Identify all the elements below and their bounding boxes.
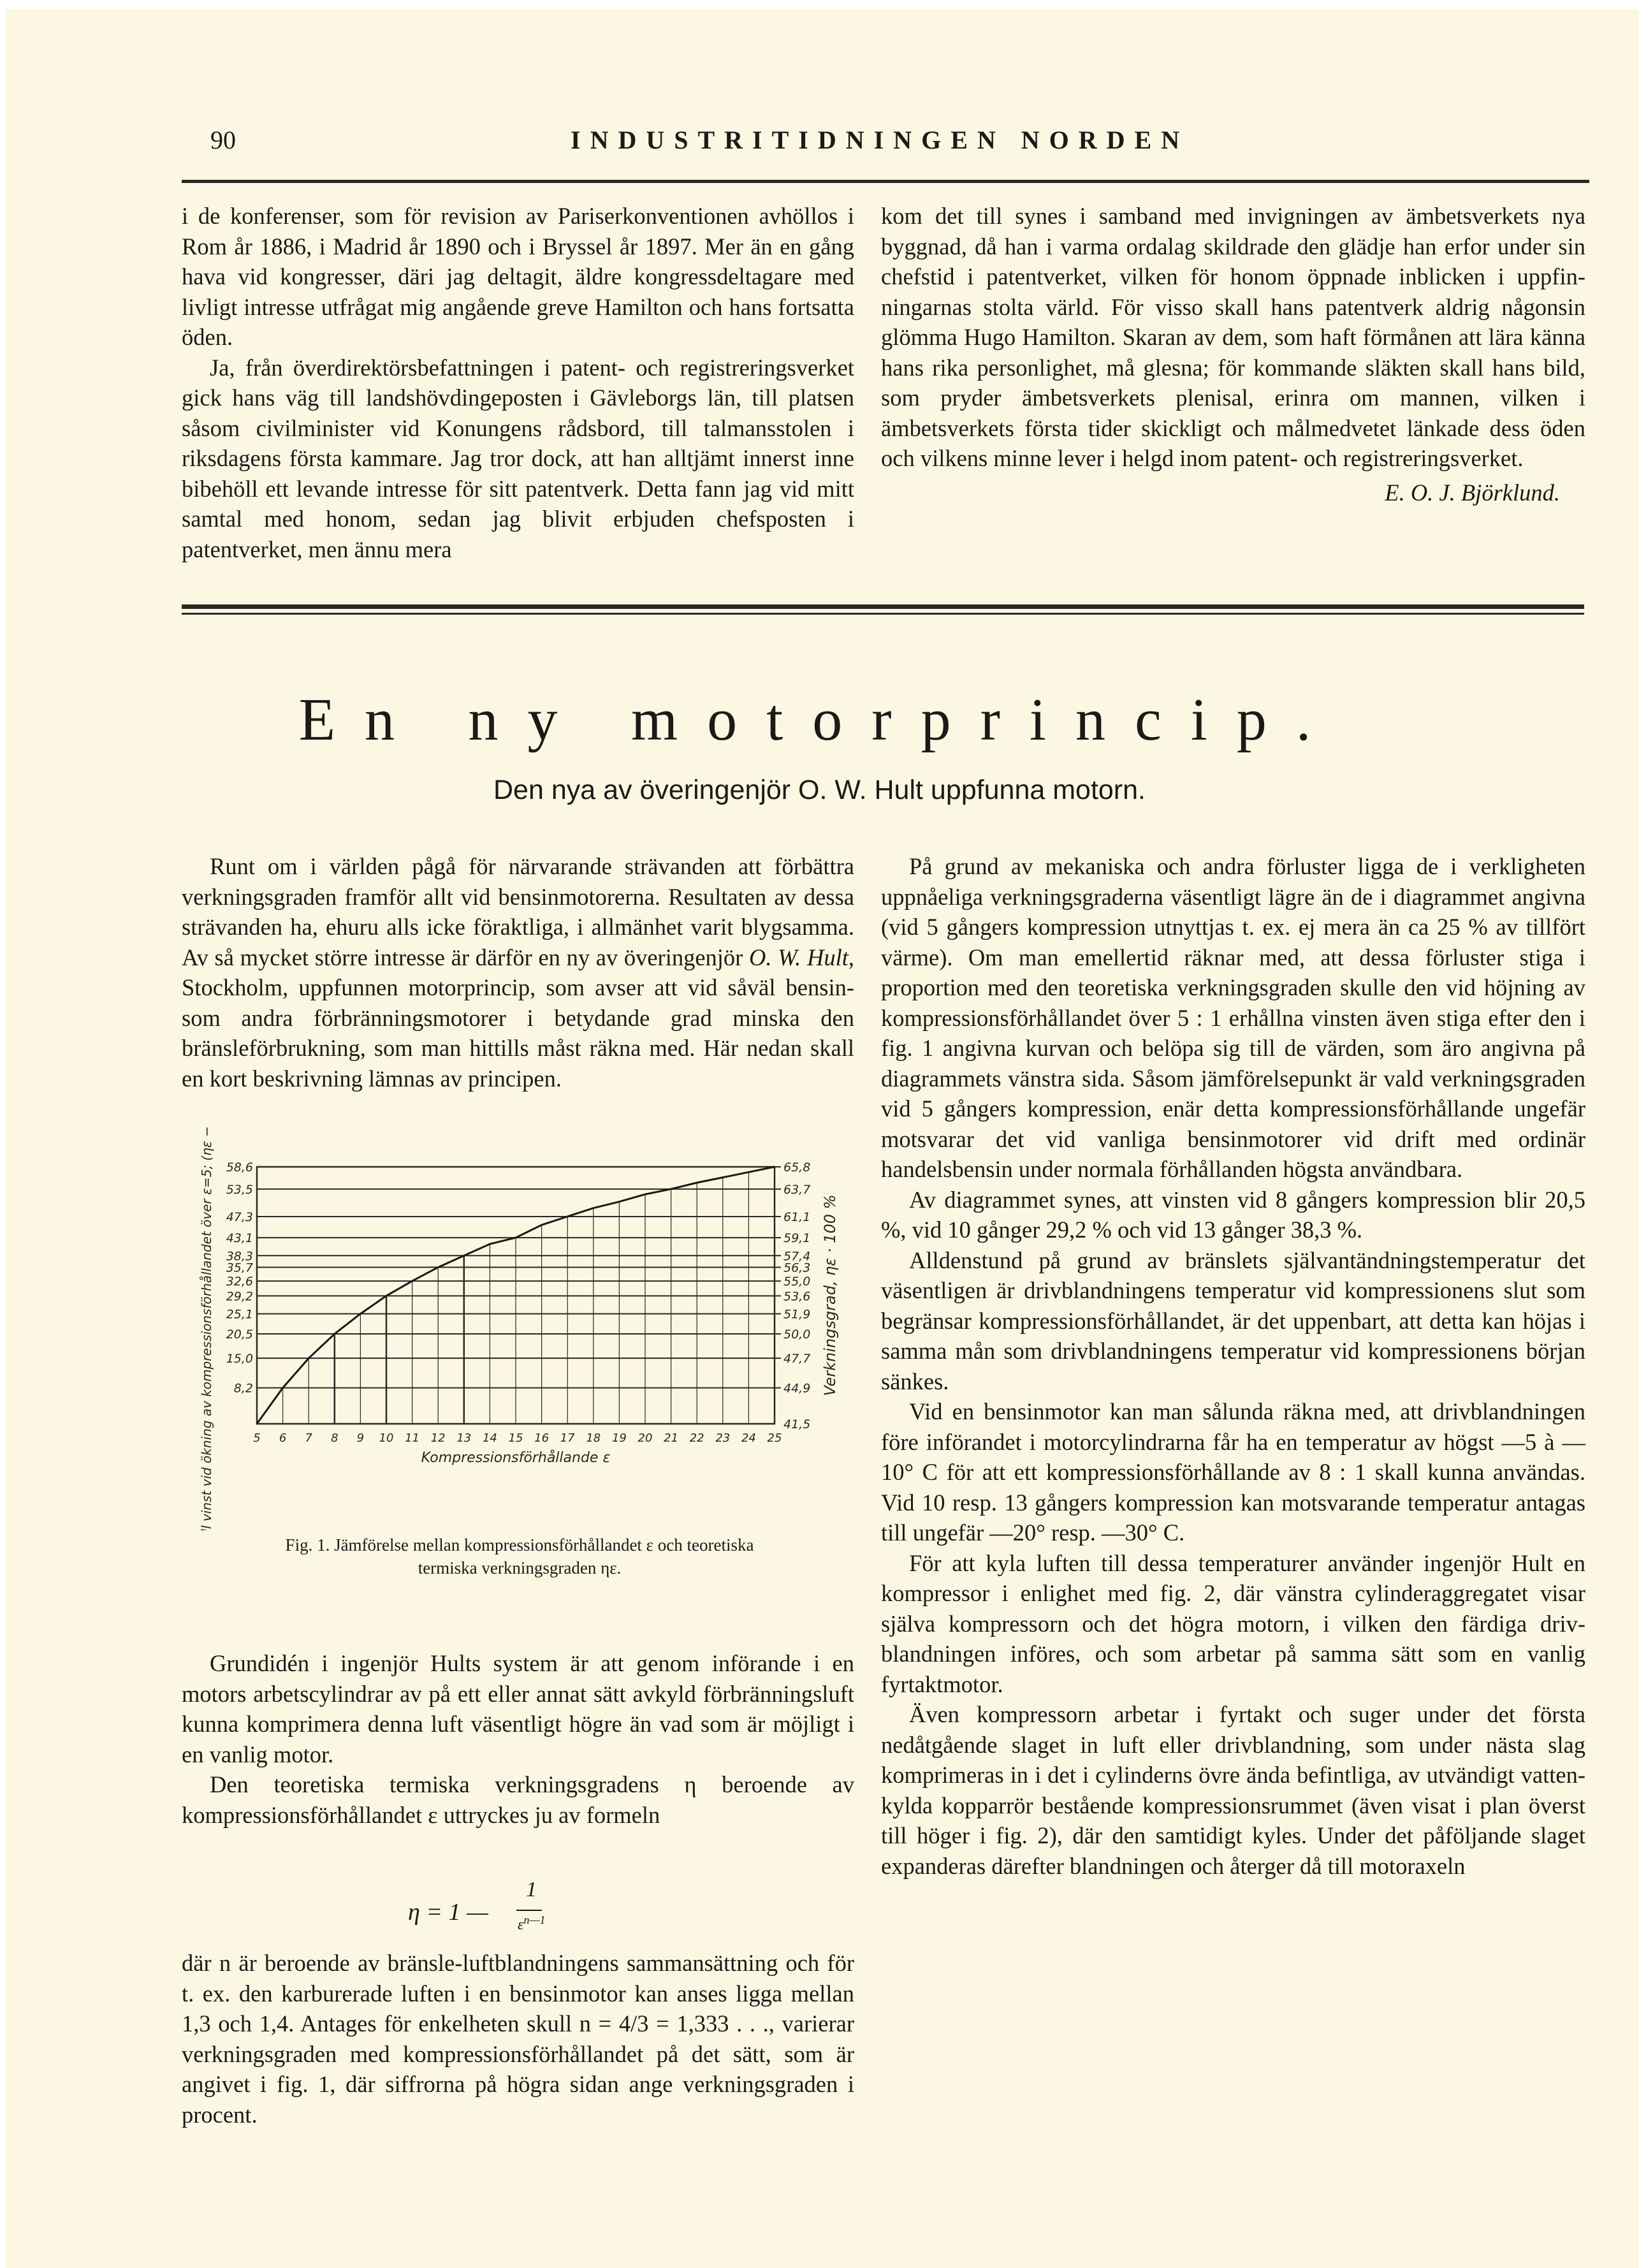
figure-1-chart: [185, 1122, 861, 1530]
right-tick-label: 47,7: [783, 1352, 811, 1366]
denominator-base: ε: [518, 1917, 524, 1933]
running-head: [210, 125, 1587, 163]
figure-caption-line-2: termiska verkningsgraden ηε.: [418, 1558, 622, 1577]
header-rule: [182, 180, 1589, 183]
left-tick-label: 58,6: [226, 1160, 253, 1174]
x-axis-tick-labels: [253, 1431, 782, 1445]
right-tick-label: 44,9: [783, 1381, 811, 1396]
efficiency-chart: [185, 1122, 861, 1530]
x-tick-label: 19: [611, 1431, 627, 1445]
right-tick-label: 57,4: [783, 1249, 811, 1264]
right-tick-label: 50,0: [783, 1328, 811, 1342]
figure-caption: [182, 1533, 857, 1579]
paragraph: Även kompressorn arbetar i fyrtakt och suger under det första nedåtgående slaget in luft eller drivblandning, som under nästa slag komprimeras in i det i cylinderns övre ända befintliga, av utvändigt vattenkylda kopparrör bestående kompressionsrummet (även visat i plan överst till höger i fig. 2), där den samtidigt kyles. Under det påföljande slaget expanderas därefter blandningen och återger då till motoraxeln: [881, 1701, 1585, 1879]
x-tick-label: 23: [715, 1431, 731, 1445]
paragraph: Alldenstund på grund av bränslets självantändningstemperatur det väsentligen är drivblandningens temperatur vid kompressionens slut som begränsar kompressionsförhållandet, är det uppenbart, att detta kan höjas i samma mån som drivblandningens temperatur vid kompressionens början sänkes.: [881, 1247, 1585, 1394]
left-tick-label: 35,7: [226, 1261, 253, 1275]
x-axis-label: Kompressionsförhållande ε: [421, 1450, 611, 1466]
right-tick-label: 63,7: [783, 1182, 811, 1197]
vertical-gridlines: [283, 1172, 749, 1424]
x-tick-label: 7: [305, 1431, 312, 1445]
x-tick-label: 22: [689, 1431, 704, 1445]
left-tick-label: 32,6: [226, 1275, 253, 1289]
x-tick-label: 14: [482, 1431, 497, 1445]
x-tick-label: 5: [253, 1431, 261, 1445]
left-tick-label: 53,5: [226, 1182, 253, 1197]
intro-paragraph-block: [182, 851, 854, 1094]
intro-text-after: , Stockholm, uppfunnen motorprincip, som avser att vid såväl bensin- som andra förbränningsmotorer i betydande grad minska den bränsleförbrukning, som man hittills måst räkna med. Här nedan skall en kort beskrivning lämnas av principen.: [182, 944, 854, 1092]
x-tick-label: 9: [356, 1431, 365, 1445]
left-tick-label: 29,2: [226, 1289, 253, 1304]
fraction-bar: [516, 1910, 542, 1911]
efficiency-formula: [408, 1878, 663, 1942]
intro-paragraph: [182, 851, 854, 1094]
left-column-after-formula: [182, 1948, 854, 2130]
x-tick-label: 18: [586, 1431, 601, 1445]
right-axis-label: Verkningsgrad, ηε · 100 %: [821, 1194, 839, 1396]
formula-numerator: 1: [526, 1878, 537, 1901]
x-tick-label: 13: [456, 1431, 472, 1445]
right-tick-label: 55,0: [783, 1275, 811, 1289]
right-axis-tick-labels: [783, 1160, 810, 1431]
section-separator-thick: [182, 604, 1584, 609]
intro-text-before: Runt om i världen pågå för närvarande strävanden att förbättra verkningsgraden framför allt vid bensinmotorerna. Resultaten av dessa strävanden ha, ehuru alls icke föraktliga, i allmänhet varit blygsamma. Av så mycket större intresse är därför en ny av överingenjör: [182, 853, 854, 970]
paragraph: Den teoretiska termiska verkningsgradens η beroende av kompressionsförhållandet ε uttryckes ju av formeln: [182, 1771, 854, 1828]
article-title: En ny motorprincip.: [298, 687, 1341, 753]
right-tick-label: 51,9: [783, 1307, 811, 1322]
right-tick-label: 59,1: [783, 1231, 811, 1246]
left-tick-label: 8,2: [233, 1381, 253, 1396]
left-tick-label: 47,3: [226, 1210, 253, 1224]
right-tick-label: 65,8: [783, 1160, 811, 1174]
x-tick-label: 25: [767, 1431, 782, 1445]
left-tick-label: 15,0: [226, 1352, 253, 1366]
x-tick-label: 11: [405, 1431, 420, 1445]
x-tick-label: 6: [279, 1431, 287, 1445]
x-tick-label: 20: [637, 1431, 653, 1445]
left-tick-label: 25,1: [226, 1307, 253, 1322]
paragraph: kom det till synes i samband med invigningen av ämbetsverkets nya byggnad, då han i varma ordalag skildrade den glädje han erfor under sin chefstid i patentverket, vilken för honom öppnade inblicken i uppfinningarnas stolta värld. För visso skall hans patentverk aldrig någonsin glömma Hugo Hamilton. Skaran av dem, som haft förmånen att lära känna hans rika personlighet, må glesna; för kommande släkten skall hans bild, som pryder ämbetsverkets plenisal, erinra om mannen, vilken i ämbetsverkets första tider skickligt och målmedvetet länkade dess öden och vilkens minne lever i helgd inom patent- och registreringsverket.: [881, 203, 1585, 471]
left-axis-tick-labels: [226, 1160, 253, 1396]
x-tick-label: 10: [379, 1431, 394, 1445]
paragraph: På grund av mekaniska och andra förluster ligga de i verkligheten uppnåeliga verkningsgraderna väsentligt lägre än de i diagrammet angivna (vid 5 gångers kompression utnyttjas t. ex. ej mera än ca 25 % av tillfört värme). Om man emellertid räknar med, att dessa förluster stiga i proportion med den teoretiska verkningsgraden skulle den vid höjning av kompressionsförhållandet över 5 : 1 erhållna vinsten även stiga efter den i fig. 1 angivna kurvan och belöpa sig till de värden, som äro angivna på diagrammets vänstra sida. Såsom jämförelsepunkt är vald verkningsgraden vid 5 gångers kompression, enär detta kompressionsförhållande ungefär motsvarar det vid vanliga bensinmotorer vid drift med ordinär handelsbensin under normala förhållanden högsta användbara.: [881, 853, 1585, 1182]
article-subtitle: Den nya av överingenjör O. W. Hult uppfunna motorn.: [493, 775, 1146, 805]
x-tick-label: 8: [331, 1431, 339, 1445]
denominator-exponent: n—1: [523, 1913, 546, 1926]
formula-denominator: [518, 1913, 545, 1934]
formula-lhs: η = 1 —: [408, 1899, 488, 1926]
x-tick-label: 16: [534, 1431, 550, 1445]
paragraph: i de konferenser, som för revision av Pariserkonventionen avhöllos i Rom år 1886, i Madrid år 1890 och i Bryssel år 1897. Mer än en gång hava vid kongresser, däri jag deltagit, äldre kongressdeltagare med livligt intresse utfrågat mig angående greve Hamilton och hans fortsatta öden.: [182, 203, 854, 350]
previous-article-left-column: [182, 201, 854, 564]
journal-title: INDUSTRITIDNINGEN NORDEN: [571, 126, 1190, 154]
right-tick-label: 53,6: [783, 1289, 811, 1304]
left-tick-label: 38,3: [226, 1249, 253, 1264]
x-tick-label: 12: [430, 1431, 446, 1445]
figure-caption-line-1: Fig. 1. Jämförelse mellan kompressionsförhållandet ε och teoretiska: [285, 1535, 754, 1555]
x-tick-label: 15: [508, 1431, 523, 1445]
paragraph: där n är beroende av bränsle-luftblandningens sammansättning och för t. ex. den karburerade luften i en bensinmotor kan anses ligga mellan 1,3 och 1,4. Antages för enkelheten skull n = 4/3 = 1,333 . . ., varierar verkningsgraden med kompressionsförhållandet på det sätt, som är angivet i fig. 1, där siffrorna på högra sidan ange verkningsgraden i procent.: [182, 1950, 854, 2128]
right-tick-label: 41,5: [783, 1417, 811, 1431]
left-tick-label: 20,5: [226, 1328, 253, 1342]
paragraph: Grundidén i ingenjör Hults system är att genom införande i en motors arbetscylindrar av på ett eller annat sätt avkyld förbränningsluft kunna komprimera denna luft väsentligt högre än vad som är möjligt i en vanlig motor.: [182, 1650, 854, 1767]
article-right-column: [881, 851, 1585, 1881]
x-tick-label: 17: [560, 1431, 575, 1445]
section-separator-thin: [182, 613, 1584, 615]
horizontal-gridlines: [257, 1167, 781, 1388]
left-tick-label: 43,1: [226, 1231, 253, 1246]
previous-article-right-column: [881, 201, 1585, 508]
paragraph: Ja, från överdirektörsbefattningen i patent- och registreringsverket gick hans väg till landshövdingeposten i Gävleborgs län, till platsen såsom civilminister vid Konungens rådsbord, till talmansstolen i riksdagens första kammare. Jag tror dock, att han alltjämt innerst inne bibehöll ett levande intresse för sitt patentverk. Detta fann jag vid mitt samtal med honom, sedan jag blivit erbjuden chefsposten i patentverket, men ännu mera: [182, 354, 854, 562]
paragraph: Av diagrammet synes, att vinsten vid 8 gångers kompression blir 20,5 %, vid 10 gånger 29,2 % och vid 13 gånger 38,3 %.: [881, 1186, 1585, 1243]
paragraph: För att kyla luften till dessa temperaturer använder ingenjör Hult en kompressor i enlighet med fig. 2, där vänstra cylinderaggregatet visar själva kompressorn och det högra motorn, i vilken den färdiga drivblandningen införes, och som arbetar på samma sätt som en vanlig fyrtaktmotor.: [881, 1549, 1585, 1697]
left-axis-label: Procentuell vinst vid ökning av kompressionsförhållandet över ε=5; (ηε − η5)/η5 · 100%: [199, 1122, 214, 1530]
x-tick-label: 24: [741, 1431, 756, 1445]
signature: E. O. J. Björklund.: [1385, 479, 1560, 506]
left-column-after-figure: [182, 1648, 854, 1830]
x-tick-label: 21: [664, 1431, 679, 1445]
inventor-name: O. W. Hult: [748, 944, 849, 970]
paragraph: Vid en bensinmotor kan man sålunda räkna med, att drivblandningen före införandet i motorcylindrarna får ha en temperatur av högst —5 à —10° C för att ett kompressionsförhållande av 8 : 1 skall kunna användas. Vid 10 resp. 13 gångers kompression kan motsvarande temperatur antagas till ungefär —20° resp. —30° C.: [881, 1398, 1585, 1546]
page-number: 90: [210, 126, 236, 154]
right-tick-label: 56,3: [783, 1261, 811, 1275]
right-tick-label: 61,1: [783, 1210, 811, 1224]
